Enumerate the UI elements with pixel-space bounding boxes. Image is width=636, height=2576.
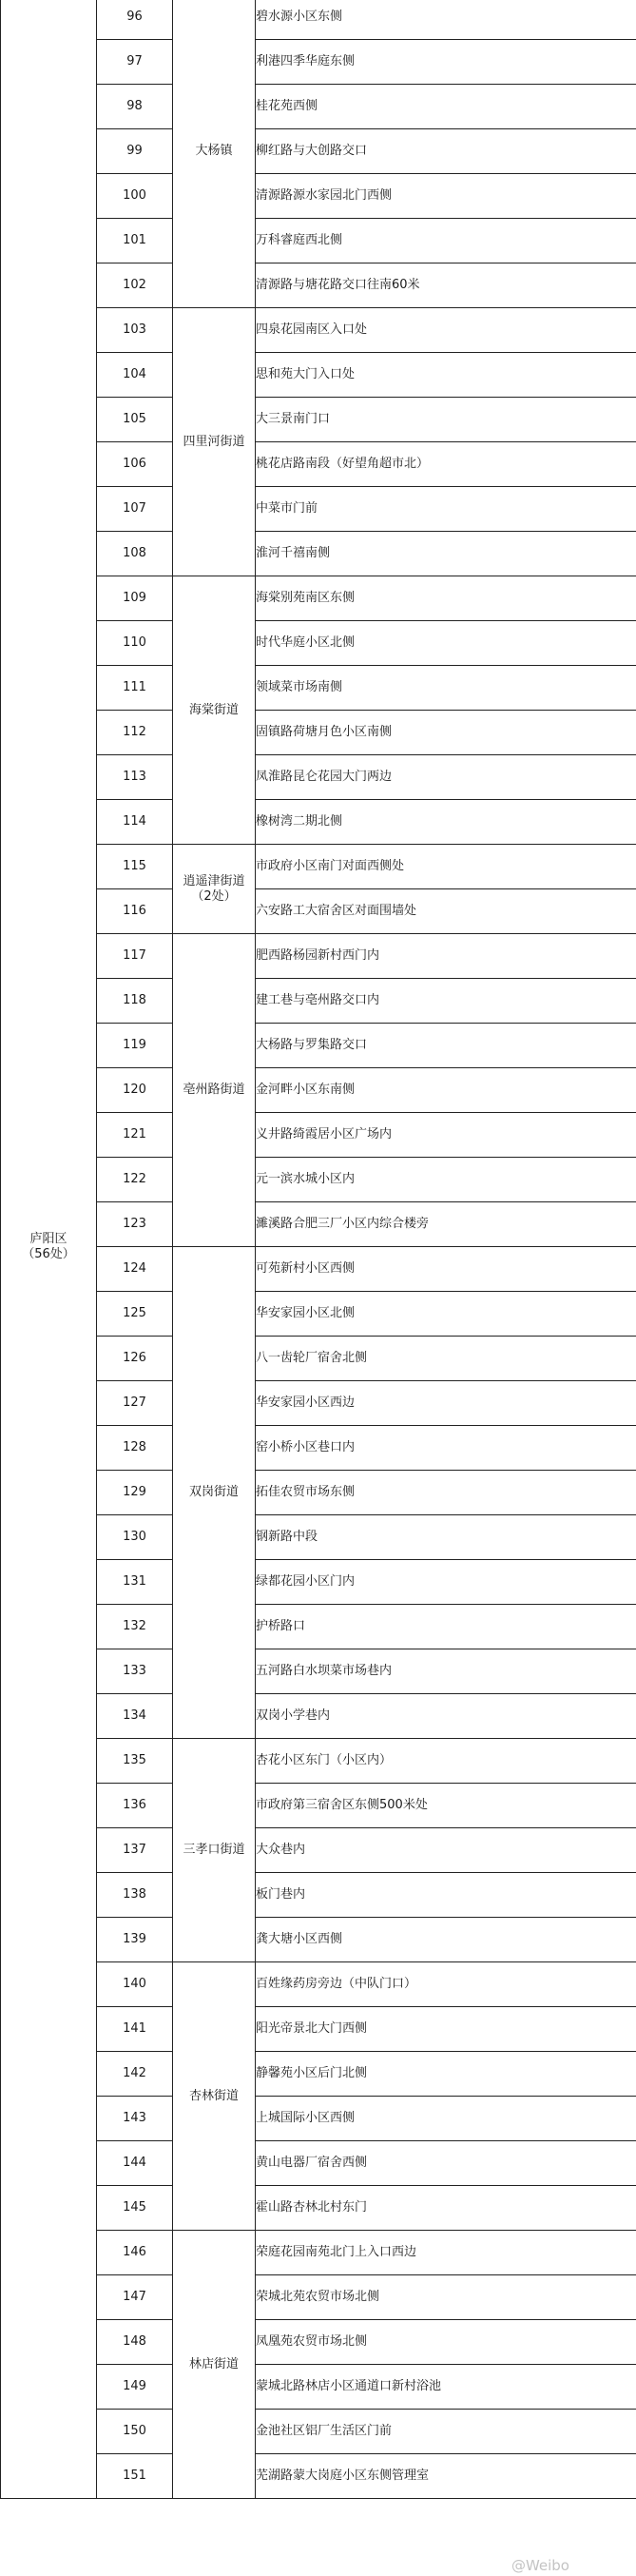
location-cell: 利港四季华庭东侧 [256, 40, 636, 85]
row-number: 101 [97, 219, 173, 263]
table-row [1, 755, 636, 800]
location-cell: 清源路与塘花路交口往南60米 [256, 263, 636, 308]
row-number: 110 [97, 621, 173, 666]
row-number: 139 [97, 1918, 173, 1962]
table-row [1, 308, 636, 353]
row-number: 140 [97, 1962, 173, 2007]
location-cell: 大杨路与罗集路交口 [256, 1024, 636, 1068]
table-row [1, 1784, 636, 1828]
row-number: 122 [97, 1158, 173, 1202]
row-number: 135 [97, 1739, 173, 1784]
street-cell: 大杨镇 [173, 0, 256, 308]
row-number: 100 [97, 174, 173, 219]
table-row [1, 398, 636, 442]
table-row [1, 1828, 636, 1873]
row-number: 111 [97, 666, 173, 711]
table-row [1, 1337, 636, 1381]
table-row [1, 1202, 636, 1247]
row-number: 107 [97, 487, 173, 532]
table-row [1, 0, 636, 40]
location-cell: 杏花小区东门（小区内） [256, 1739, 636, 1784]
row-number: 119 [97, 1024, 173, 1068]
row-number: 108 [97, 532, 173, 576]
row-number: 104 [97, 353, 173, 398]
table-row [1, 1918, 636, 1962]
location-cell: 霍山路杏林北村东门 [256, 2186, 636, 2231]
table-row [1, 1471, 636, 1515]
row-number: 133 [97, 1649, 173, 1694]
table-row [1, 1560, 636, 1605]
street-cell: 双岗街道 [173, 1247, 256, 1739]
row-number: 144 [97, 2141, 173, 2186]
table-row [1, 532, 636, 576]
row-number: 127 [97, 1381, 173, 1426]
table-row [1, 487, 636, 532]
table-row [1, 1605, 636, 1649]
location-cell: 中菜市门前 [256, 487, 636, 532]
location-cell: 华安家园小区北侧 [256, 1292, 636, 1337]
location-cell: 护桥路口 [256, 1605, 636, 1649]
table-row [1, 2007, 636, 2052]
location-cell: 清源路源水家园北门西侧 [256, 174, 636, 219]
location-cell: 思和苑大门入口处 [256, 353, 636, 398]
location-cell: 荣庭花园南苑北门上入口西边 [256, 2231, 636, 2275]
table-row [1, 353, 636, 398]
table-row [1, 219, 636, 263]
table-row [1, 576, 636, 621]
table-row [1, 2410, 636, 2454]
table-row [1, 1113, 636, 1158]
row-number: 115 [97, 845, 173, 889]
row-number: 103 [97, 308, 173, 353]
row-number: 131 [97, 1560, 173, 1605]
row-number: 128 [97, 1426, 173, 1471]
location-cell: 凤凰苑农贸市场北侧 [256, 2320, 636, 2365]
row-number: 114 [97, 800, 173, 845]
table-row [1, 85, 636, 129]
street-cell: 逍遥津街道（2处） [173, 845, 256, 934]
location-cell: 百姓缘药房旁边（中队门口） [256, 1962, 636, 2007]
location-cell: 大三景南门口 [256, 398, 636, 442]
table-row [1, 1649, 636, 1694]
row-number: 112 [97, 711, 173, 755]
row-number: 116 [97, 889, 173, 934]
street-cell: 海棠街道 [173, 576, 256, 845]
row-number: 150 [97, 2410, 173, 2454]
table-row [1, 1247, 636, 1292]
row-number: 132 [97, 1605, 173, 1649]
location-cell: 八一齿轮厂宿舍北侧 [256, 1337, 636, 1381]
table-row [1, 934, 636, 979]
row-number: 145 [97, 2186, 173, 2231]
table-row [1, 666, 636, 711]
table-row [1, 174, 636, 219]
location-cell: 钢新路中段 [256, 1515, 636, 1560]
location-cell: 濉溪路合肥三厂小区内综合楼旁 [256, 1202, 636, 1247]
watermark: @Weibo [511, 2557, 569, 2574]
table-row [1, 2231, 636, 2275]
row-number: 129 [97, 1471, 173, 1515]
row-number: 118 [97, 979, 173, 1024]
street-cell: 亳州路街道 [173, 934, 256, 1247]
location-cell: 华安家园小区西边 [256, 1381, 636, 1426]
location-cell: 领域菜市场南侧 [256, 666, 636, 711]
row-number: 124 [97, 1247, 173, 1292]
table-row [1, 711, 636, 755]
table-row [1, 2365, 636, 2410]
location-cell: 可苑新村小区西侧 [256, 1247, 636, 1292]
row-number: 105 [97, 398, 173, 442]
table-row [1, 2186, 636, 2231]
table-row [1, 979, 636, 1024]
location-cell: 金池社区铝厂生活区门前 [256, 2410, 636, 2454]
location-cell: 桃花店路南段（好望角超市北） [256, 442, 636, 487]
row-number: 106 [97, 442, 173, 487]
row-number: 99 [97, 129, 173, 174]
table-row [1, 1292, 636, 1337]
location-cell: 窑小桥小区巷口内 [256, 1426, 636, 1471]
street-cell: 杏林街道 [173, 1962, 256, 2231]
row-number: 148 [97, 2320, 173, 2365]
location-cell: 绿都花园小区门内 [256, 1560, 636, 1605]
location-cell: 市政府第三宿舍区东侧500米处 [256, 1784, 636, 1828]
location-cell: 碧水源小区东侧 [256, 0, 636, 40]
location-cell: 黄山电器厂宿舍西侧 [256, 2141, 636, 2186]
table-row [1, 800, 636, 845]
location-cell: 橡树湾二期北侧 [256, 800, 636, 845]
district-count: （56处） [22, 1246, 75, 1261]
row-number: 147 [97, 2275, 173, 2320]
row-number: 117 [97, 934, 173, 979]
row-number: 141 [97, 2007, 173, 2052]
table-row [1, 845, 636, 889]
row-number: 151 [97, 2454, 173, 2499]
location-cell: 凤淮路昆仑花园大门两边 [256, 755, 636, 800]
location-cell: 静馨苑小区后门北侧 [256, 2052, 636, 2097]
table-row [1, 1381, 636, 1426]
row-number: 138 [97, 1873, 173, 1918]
location-cell: 双岗小学巷内 [256, 1694, 636, 1739]
table-row [1, 2454, 636, 2499]
row-number: 98 [97, 85, 173, 129]
location-cell: 龚大塘小区西侧 [256, 1918, 636, 1962]
table-row [1, 2141, 636, 2186]
location-cell: 蒙城北路林店小区通道口新村浴池 [256, 2365, 636, 2410]
table-row [1, 1068, 636, 1113]
district-name: 庐阳区 [29, 1231, 67, 1246]
row-number: 143 [97, 2097, 173, 2141]
row-number: 123 [97, 1202, 173, 1247]
table-row [1, 889, 636, 934]
table-row [1, 40, 636, 85]
table-row [1, 2052, 636, 2097]
street-cell: 四里河街道 [173, 308, 256, 576]
location-cell: 市政府小区南门对面西侧处 [256, 845, 636, 889]
row-number: 149 [97, 2365, 173, 2410]
table-row [1, 2320, 636, 2365]
table-row [1, 621, 636, 666]
row-number: 125 [97, 1292, 173, 1337]
location-cell: 海棠别苑南区东侧 [256, 576, 636, 621]
row-number: 142 [97, 2052, 173, 2097]
location-cell: 四泉花园南区入口处 [256, 308, 636, 353]
location-cell: 荣城北苑农贸市场北侧 [256, 2275, 636, 2320]
location-cell: 金河畔小区东南侧 [256, 1068, 636, 1113]
row-number: 113 [97, 755, 173, 800]
location-cell: 六安路工大宿舍区对面围墙处 [256, 889, 636, 934]
table-row [1, 2275, 636, 2320]
location-cell: 肥西路杨园新村西门内 [256, 934, 636, 979]
location-cell: 拓佳农贸市场东侧 [256, 1471, 636, 1515]
table-row [1, 1873, 636, 1918]
location-cell: 阳光帝景北大门西侧 [256, 2007, 636, 2052]
row-number: 121 [97, 1113, 173, 1158]
table-row [1, 1962, 636, 2007]
table-row [1, 263, 636, 308]
table-row [1, 1515, 636, 1560]
location-cell: 柳红路与大创路交口 [256, 129, 636, 174]
table-row [1, 2097, 636, 2141]
row-number: 137 [97, 1828, 173, 1873]
location-cell: 万科睿庭西北侧 [256, 219, 636, 263]
table-row [1, 1739, 636, 1784]
row-number: 146 [97, 2231, 173, 2275]
location-cell: 固镇路荷塘月色小区南侧 [256, 711, 636, 755]
location-cell: 板门巷内 [256, 1873, 636, 1918]
row-number: 130 [97, 1515, 173, 1560]
table-row [1, 129, 636, 174]
table-row [1, 1158, 636, 1202]
row-number: 109 [97, 576, 173, 621]
location-cell: 五河路白水坝菜市场巷内 [256, 1649, 636, 1694]
row-number: 97 [97, 40, 173, 85]
table-row [1, 1024, 636, 1068]
row-number: 134 [97, 1694, 173, 1739]
district-cell [1, 0, 97, 2499]
street-cell: 三孝口街道 [173, 1739, 256, 1962]
street-cell: 林店街道 [173, 2231, 256, 2499]
location-cell: 大众巷内 [256, 1828, 636, 1873]
location-cell: 元一滨水城小区内 [256, 1158, 636, 1202]
table-row [1, 1426, 636, 1471]
location-cell: 时代华庭小区北侧 [256, 621, 636, 666]
table-row [1, 442, 636, 487]
location-cell: 淮河千禧南侧 [256, 532, 636, 576]
row-number: 102 [97, 263, 173, 308]
row-number: 126 [97, 1337, 173, 1381]
location-cell: 芜湖路蒙大岗庭小区东侧管理室 [256, 2454, 636, 2499]
location-cell: 桂花苑西侧 [256, 85, 636, 129]
location-cell: 义井路绮霞居小区广场内 [256, 1113, 636, 1158]
table-row [1, 1694, 636, 1739]
location-cell: 建工巷与亳州路交口内 [256, 979, 636, 1024]
row-number: 96 [97, 0, 173, 40]
row-number: 120 [97, 1068, 173, 1113]
row-number: 136 [97, 1784, 173, 1828]
location-cell: 上城国际小区西侧 [256, 2097, 636, 2141]
